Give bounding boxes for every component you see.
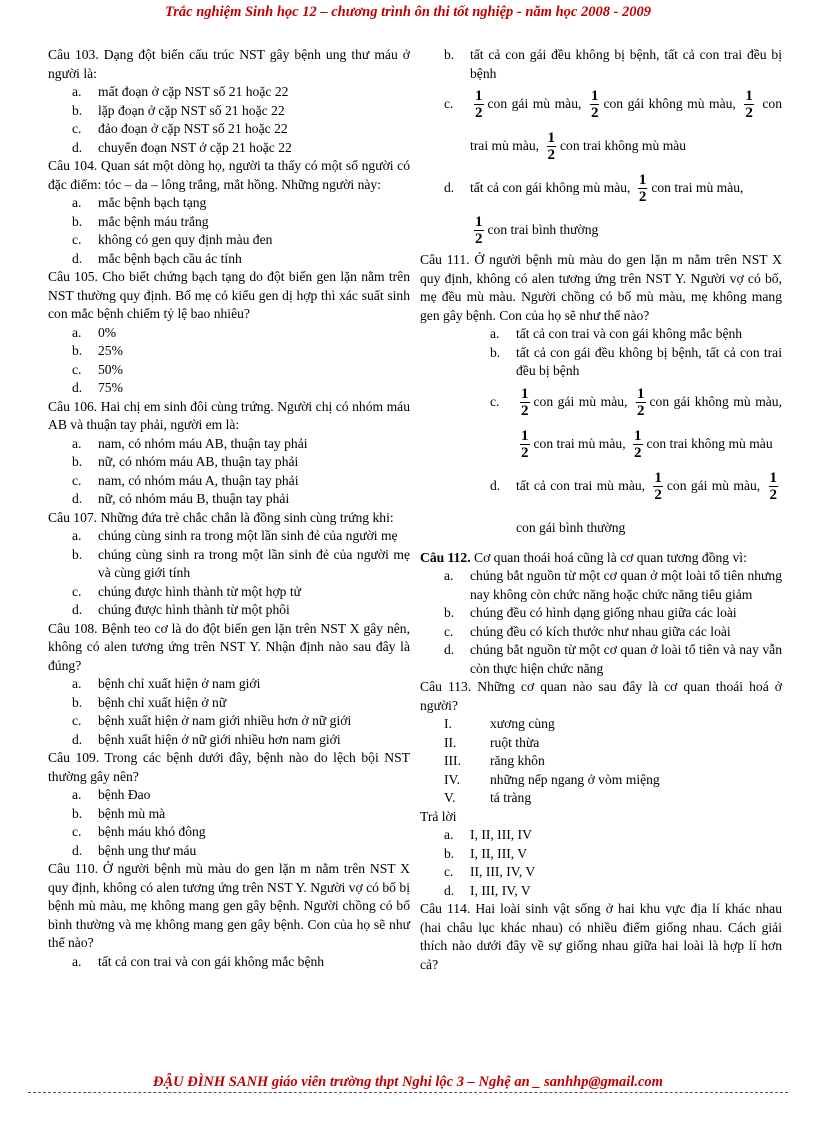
option-text: bệnh xuất hiện ở nữ giới nhiều hơn nam giới	[98, 731, 341, 747]
fraction: $\frac{1}{2}$	[521, 427, 529, 461]
right-column	[420, 46, 782, 974]
option-text: con trai bình thường	[487, 222, 599, 237]
option-a	[420, 826, 782, 845]
fraction: $\frac{1}{2}$	[475, 88, 483, 122]
option-d	[48, 601, 410, 620]
option-letter: a.	[72, 953, 82, 969]
option-text: II, III, IV, V	[470, 864, 536, 879]
option-text: tất cả con gái không mù màu,	[470, 180, 631, 195]
list-item-text: ruột thừa	[490, 734, 540, 750]
option-letter: d.	[444, 180, 455, 195]
question-108	[48, 620, 410, 750]
fraction: $\frac{1}{2}$	[769, 469, 778, 503]
question-104	[48, 157, 410, 268]
option-letter: b.	[444, 47, 455, 62]
question-114	[420, 900, 782, 974]
option-a	[420, 325, 782, 344]
fraction: $\frac{1}{2}$	[634, 427, 642, 461]
list-item-text: răng khôn	[490, 753, 545, 768]
option-letter: d.	[444, 642, 455, 657]
question-110-continued	[420, 46, 782, 251]
option-text: tất cả con trai mù màu,	[516, 477, 646, 493]
list-item-text: tá tràng	[490, 790, 532, 805]
option-text: con gái không mù màu,	[603, 96, 736, 111]
option-text: con trai không mù màu	[646, 435, 773, 451]
option-letter: c.	[72, 713, 82, 728]
option-letter: b.	[72, 102, 83, 118]
option-text: nam, có nhóm máu A, thuận tay phải	[98, 472, 299, 488]
option-letter: a.	[444, 568, 454, 583]
option-letter: b.	[444, 845, 455, 861]
option-text: bệnh chỉ xuất hiện ở nam giới	[98, 676, 261, 691]
option-c	[48, 361, 410, 380]
option-text: tất cả con trai và con gái không mắc bệnh	[98, 953, 325, 969]
option-letter: a.	[490, 326, 500, 341]
question-stem: Câu 105. Cho biết chứng bạch tạng do đột biến gen lặn nằm trên NST thường quy định. Bố mẹ có kiểu gen dị hợp thì xác suất sinh con mắc bệnh chiếm tỷ lệ bao nhiêu?	[48, 269, 410, 321]
footer-divider	[28, 1092, 788, 1093]
option-text: tất cả con gái đều không bị bệnh, tất cả con trai đều bị bệnh	[516, 344, 782, 378]
option-d	[420, 465, 782, 549]
list-item-text: những nếp ngang ở vòm miệng	[490, 771, 660, 787]
question-106	[48, 398, 410, 509]
option-text: chúng được hình thành từ một hợp tử	[98, 583, 301, 599]
option-text: 25%	[98, 343, 123, 358]
question-number: Câu 112.	[420, 549, 471, 565]
option-d	[420, 641, 782, 678]
option-text: I, III, IV, V	[470, 882, 531, 898]
question-stem: Câu 114. Hai loài sinh vật sống ở hai khu vực địa lí khác nhau (hai châu lục khác nhau) có nhiều điểm giống nhau. Cách giải thích nào dưới đây về sự giống nhau giữa hai loài là hợp lí hơn cả?	[420, 901, 782, 972]
option-letter: a.	[72, 84, 82, 99]
question-103	[48, 46, 410, 157]
question-stem: Câu 106. Hai chị em sinh đôi cùng trứng. Người chị có nhóm máu AB và thuận tay phải, người em là:	[48, 398, 410, 432]
fraction: $\frac{1}{2}$	[521, 385, 529, 419]
option-letter: b.	[72, 213, 83, 229]
option-b	[48, 342, 410, 361]
option-letter: c.	[72, 472, 82, 488]
option-text: bệnh mù mà	[98, 805, 166, 821]
option-text: nữ, có nhóm máu AB, thuận tay phải	[98, 454, 299, 469]
option-c	[48, 583, 410, 602]
option-d	[48, 250, 410, 269]
option-text: chúng đều có kích thước như nhau giữa các loài	[470, 623, 731, 639]
option-letter: b.	[72, 805, 83, 821]
option-b	[48, 453, 410, 472]
option-text: con gái không mù màu,	[649, 393, 782, 409]
option-c	[420, 623, 782, 642]
option-text: con gái bình thường	[516, 519, 626, 535]
question-stem: Câu 111. Ở người bệnh mù màu do gen lặn m nằm trên NST X quy định, không có alen tương ứng trên NST Y. Người vợ có bố, mẹ đều mù màu. Người chồng có bố mù màu, mẹ không mang gen gây bệnh. Con của họ sẽ như thế nào?	[420, 252, 782, 323]
option-letter: d.	[72, 139, 83, 155]
option-d	[48, 490, 410, 509]
option-text: 50%	[98, 361, 123, 377]
roman-numeral: III.	[444, 753, 461, 768]
list-item	[420, 715, 782, 734]
option-text: con gái mù màu,	[533, 393, 628, 409]
option-d	[48, 379, 410, 398]
question-stem: Câu 107. Những đứa trẻ chắc chắn là đồng sinh cùng trứng khi:	[48, 509, 394, 525]
option-letter: d.	[72, 491, 83, 506]
option-text: chúng bắt nguồn từ một cơ quan ở một loài tổ tiên nhưng nay không còn chức năng hoặc chức năng tiêu giảm	[470, 568, 782, 602]
option-text: mắc bệnh máu trắng	[98, 213, 209, 229]
option-letter: c.	[72, 583, 82, 599]
option-text: 75%	[98, 380, 123, 395]
option-a	[48, 324, 410, 343]
option-letter: d.	[72, 731, 83, 747]
option-a	[48, 786, 410, 805]
option-c	[420, 381, 782, 465]
option-text: chúng đều có hình dạng giống nhau giữa các loài	[470, 605, 737, 620]
option-letter: a.	[72, 195, 82, 210]
option-letter: c.	[72, 232, 82, 247]
fraction: $\frac{1}{2}$	[590, 88, 599, 122]
option-text: con gái mù màu,	[487, 96, 582, 111]
option-b	[48, 102, 410, 121]
option-text: chúng cùng sinh ra trong một lần sinh đẻ của người mẹ	[98, 528, 398, 543]
option-c	[48, 472, 410, 491]
question-107	[48, 509, 410, 620]
option-text: con trai mù màu,	[533, 435, 626, 451]
option-text: con trai mù màu,	[470, 96, 783, 153]
fraction: $\frac{1}{2}$	[638, 172, 647, 206]
option-text: bệnh ung thư máu	[98, 842, 197, 858]
option-letter: a.	[72, 435, 82, 451]
question-stem: Câu 103. Dạng đột biến cấu trúc NST gây bệnh ung thư máu ở người là:	[48, 47, 410, 81]
option-b	[420, 46, 782, 83]
option-c	[420, 83, 782, 167]
left-column	[48, 46, 410, 971]
option-letter: b.	[72, 343, 83, 358]
option-letter: a.	[72, 324, 82, 340]
option-letter: d.	[72, 602, 83, 617]
option-text: không có gen quy định màu đen	[98, 232, 273, 247]
question-stem: Câu 113. Những cơ quan nào sau đây là cơ quan thoái hoá ở người?	[420, 679, 782, 713]
option-text: chuyển đoạn NST ở cặp 21 hoặc 22	[98, 139, 292, 155]
option-c	[48, 231, 410, 250]
option-text: mất đoạn ở cặp NST số 21 hoặc 22	[98, 84, 289, 99]
question-stem: Câu 108. Bệnh teo cơ là do đột biến gen lặn trên NST X gây nên, không có alen tương ứng trên NST Y. Nhận định nào sau đây là đúng?	[48, 620, 410, 673]
question-105	[48, 268, 410, 398]
option-text: I, II, III, IV	[470, 827, 532, 842]
option-letter: a.	[72, 528, 82, 543]
option-c	[48, 823, 410, 842]
option-text: tất cả con gái đều không bị bệnh, tất cả con trai đều bị bệnh	[470, 47, 782, 81]
option-text: con gái mù màu,	[666, 477, 761, 493]
option-b	[420, 604, 782, 623]
option-a	[48, 675, 410, 694]
option-text: chúng bắt nguồn từ một cơ quan ở loài tổ tiên và nay vẫn còn thực hiện chức năng	[470, 642, 782, 676]
option-c	[420, 863, 782, 882]
option-a	[48, 435, 410, 454]
roman-numeral: V.	[444, 790, 456, 805]
option-letter: b.	[444, 605, 455, 620]
option-b	[420, 344, 782, 381]
option-b	[420, 845, 782, 864]
option-letter: a.	[444, 827, 454, 842]
option-a	[48, 953, 410, 972]
option-text: nam, có nhóm máu AB, thuận tay phải	[98, 435, 308, 451]
question-stem	[420, 549, 782, 568]
question-110-start	[48, 860, 410, 971]
question-111	[420, 251, 782, 549]
option-letter: c.	[444, 864, 454, 879]
option-letter: c.	[72, 121, 82, 136]
option-text: bệnh Đao	[98, 787, 151, 802]
option-text: bệnh máu khó đông	[98, 824, 206, 839]
option-b	[48, 694, 410, 713]
option-text: bệnh xuất hiện ở nam giới nhiều hơn ở nữ giới	[98, 713, 352, 728]
question-113	[420, 678, 782, 900]
option-letter: d.	[444, 882, 455, 898]
question-stem: Câu 109. Trong các bệnh dưới đây, bệnh nào do lệch bội NST thường gây nên?	[48, 750, 410, 784]
option-b	[48, 546, 410, 583]
option-text: chúng cùng sinh ra trong một lần sinh đẻ của người mẹ và cùng giới tính	[98, 546, 410, 580]
question-stem: Câu 110. Ở người bệnh mù màu do gen lặn m nằm trên NST X quy định, không có alen tương ứng trên NST Y. Người vợ có bố bị bệnh mù màu, mẹ không mang gen gây bệnh. Người chồng có bố bình thường và mẹ không mang gen gây bệnh. Con của họ sẽ như thế nào?	[48, 861, 410, 950]
option-text: chúng được hình thành từ một phôi	[98, 602, 290, 617]
list-item	[420, 789, 782, 808]
answer-label: Trả lời	[420, 808, 457, 824]
fraction: $\frac{1}{2}$	[637, 385, 645, 419]
option-letter: c.	[72, 361, 82, 377]
option-d	[48, 842, 410, 861]
option-b	[48, 805, 410, 824]
option-d	[420, 882, 782, 901]
option-text: lặp đoạn ở cặp NST số 21 hoặc 22	[98, 102, 285, 118]
option-letter: a.	[72, 676, 82, 691]
option-d	[420, 167, 782, 251]
option-d	[48, 139, 410, 158]
option-text: đảo đoạn ở cặp NST số 21 hoặc 22	[98, 121, 288, 136]
option-letter: c.	[444, 623, 454, 639]
roman-numeral: I.	[444, 716, 452, 731]
fraction: $\frac{1}{2}$	[547, 130, 555, 164]
question-109	[48, 749, 410, 860]
fraction: $\frac{1}{2}$	[745, 88, 753, 122]
question-stem: Câu 104. Quan sát một dòng họ, người ta thấy có một số người có đặc điểm: tóc – da – lông trắng, mắt hồng. Những người này:	[48, 158, 410, 192]
option-c	[48, 712, 410, 731]
list-item-text: xương cùng	[490, 716, 555, 731]
roman-numeral: II.	[444, 734, 457, 750]
option-letter: d.	[490, 477, 501, 493]
option-a	[48, 83, 410, 102]
option-letter: b.	[72, 454, 83, 469]
option-a	[48, 527, 410, 546]
fraction: $\frac{1}{2}$	[475, 214, 483, 248]
option-letter: d.	[72, 842, 83, 858]
option-text: nữ, có nhóm máu B, thuận tay phải	[98, 491, 290, 506]
option-letter: c.	[444, 96, 454, 111]
list-item	[420, 734, 782, 753]
option-letter: b.	[490, 344, 501, 360]
list-item	[420, 771, 782, 790]
option-letter: d.	[72, 250, 83, 266]
option-letter: c.	[490, 393, 500, 409]
question-text: Cơ quan thoái hoá cũng là cơ quan tương đồng vì:	[470, 549, 747, 565]
option-text: mắc bệnh bạch tạng	[98, 195, 207, 210]
option-letter: d.	[72, 380, 83, 395]
option-b	[48, 213, 410, 232]
fraction: $\frac{1}{2}$	[654, 469, 662, 503]
question-112	[420, 549, 782, 679]
option-text: con trai mù màu,	[651, 180, 744, 195]
option-c	[48, 120, 410, 139]
option-letter: b.	[72, 694, 83, 710]
option-letter: b.	[72, 546, 83, 562]
page-footer: ĐẬU ĐÌNH SANH giáo viên trường thpt Nghi lộc 3 – Nghệ an _ sanhhp@gmail.com	[153, 1074, 663, 1090]
option-text: con trai không mù màu	[560, 138, 687, 153]
option-text: bệnh chỉ xuất hiện ở nữ	[98, 694, 227, 710]
page-header: Trắc nghiệm Sinh học 12 – chương trình ôn thi tốt nghiệp - năm học 2008 - 2009	[164, 4, 652, 20]
list-item	[420, 752, 782, 771]
option-d	[48, 731, 410, 750]
option-text: I, II, III, V	[470, 845, 528, 861]
option-a	[48, 194, 410, 213]
option-text: mắc bệnh bạch cầu ác tính	[98, 250, 242, 266]
option-text: 0%	[98, 324, 117, 340]
option-letter: c.	[72, 824, 82, 839]
option-text: tất cả con trai và con gái không mắc bệnh	[516, 326, 743, 341]
option-a	[420, 567, 782, 604]
option-letter: a.	[72, 787, 82, 802]
roman-numeral: IV.	[444, 771, 460, 787]
